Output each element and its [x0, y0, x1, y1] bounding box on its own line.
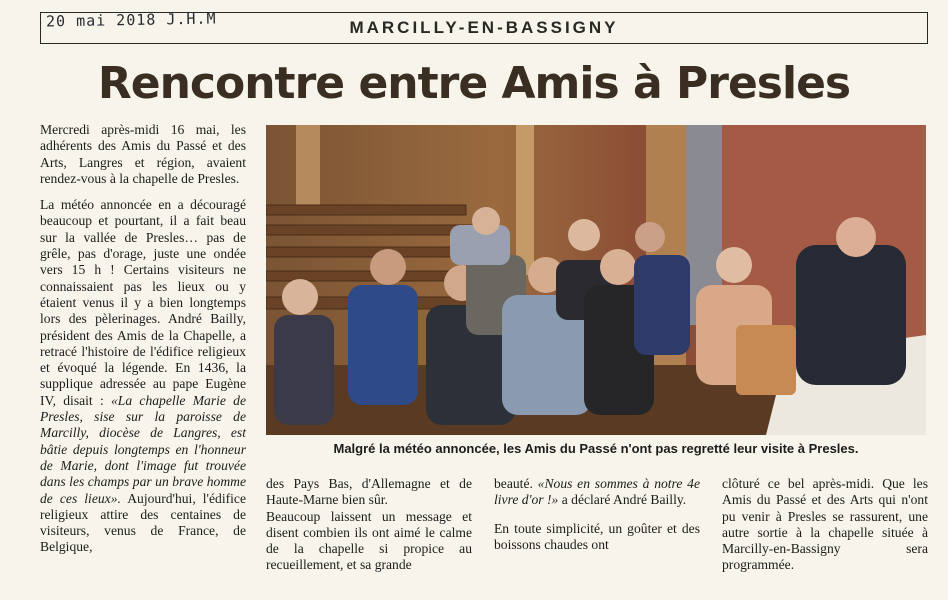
paragraph-history: La météo annoncée en a découragé beaucoup et pourtant, il a fait beau sur la vallée de Presles… pas de grêle, pas d'orage, juste une ondée vers 15 h ! Certains visiteurs ne connaissaient pas les lieux ou y étaient venus il y a bien longtemps lors des pèlerinages. André Bailly, président des Amis de la Chapelle, a retracé l'histoire de l'édifice religieux et évoqué la légende. En 1436, la supplique adressée au pape Eugène IV, disait : «La chapelle Marie de Presles, sise sur la paroisse de Marcilly, diocèse de Langres, est bâtie depuis longtemps en l'honneur de Marie, dont l'image fut trouvée dans les champs par un brave homme de ces lieux». Aujourd'hui, l'édifice religieux attire des centaines de visiteurs, venus de France, de Belgique,: [40, 197, 247, 555]
chapel-visitors-photo: [266, 125, 926, 435]
handwritten-date-note: 20 mai 2018 J.H.M: [45, 9, 217, 31]
article-column-3: [494, 476, 700, 565]
paragraph-conclusion: clôturé ce bel après-midi. Que les Amis du Passé et des Arts qui n'ont pu venir à Presles se rassurent, une autre sortie à la chapelle située à Marcilly-en-Bassigny sera programmée.: [722, 476, 928, 573]
rubric-title: MARCILLY-EN-BASSIGNY: [349, 18, 619, 37]
article-column-4: [722, 476, 928, 586]
article-headline: Rencontre entre Amis à Presles: [97, 58, 851, 109]
paragraph-gouter: En toute simplicité, un goûter et des boissons chaudes ont: [494, 520, 700, 552]
paragraph-intro: Mercredi après-midi 16 mai, les adhérents des Amis du Passé et des Arts, Langres et région, avaient rendez-vous à la chapelle de Presles.: [40, 122, 246, 186]
article-column-2: [266, 476, 472, 586]
article-column-1: [40, 122, 246, 566]
bailly-quote: «Nous en sommes à notre 4e livre d'or !»: [494, 476, 700, 508]
group-photo: [266, 125, 926, 435]
paragraph-livre-dor: beauté. «Nous en sommes à notre 4e livre d'or !» a déclaré André Bailly.: [494, 476, 700, 508]
photo-caption: Malgré la météo annoncée, les Amis du Passé n'ont pas regretté leur visite à Presles.: [333, 441, 859, 456]
paragraph-origins: des Pays Bas, d'Allemagne et de Haute-Marne bien sûr.: [266, 476, 472, 508]
supplique-quote: «La chapelle Marie de Presles, sise sur la paroisse de Marcilly, diocèse de Langres, est bâtie depuis longtemps en l'honneur de Marie, dont l'image fut trouvée dans les champs par un brave homme de ces lieux».: [40, 392, 247, 506]
paragraph-messages: Beaucoup laissent un message et disent combien ils ont aimé le calme de la chapelle si propice au recueillement, et sa grande: [266, 508, 472, 573]
